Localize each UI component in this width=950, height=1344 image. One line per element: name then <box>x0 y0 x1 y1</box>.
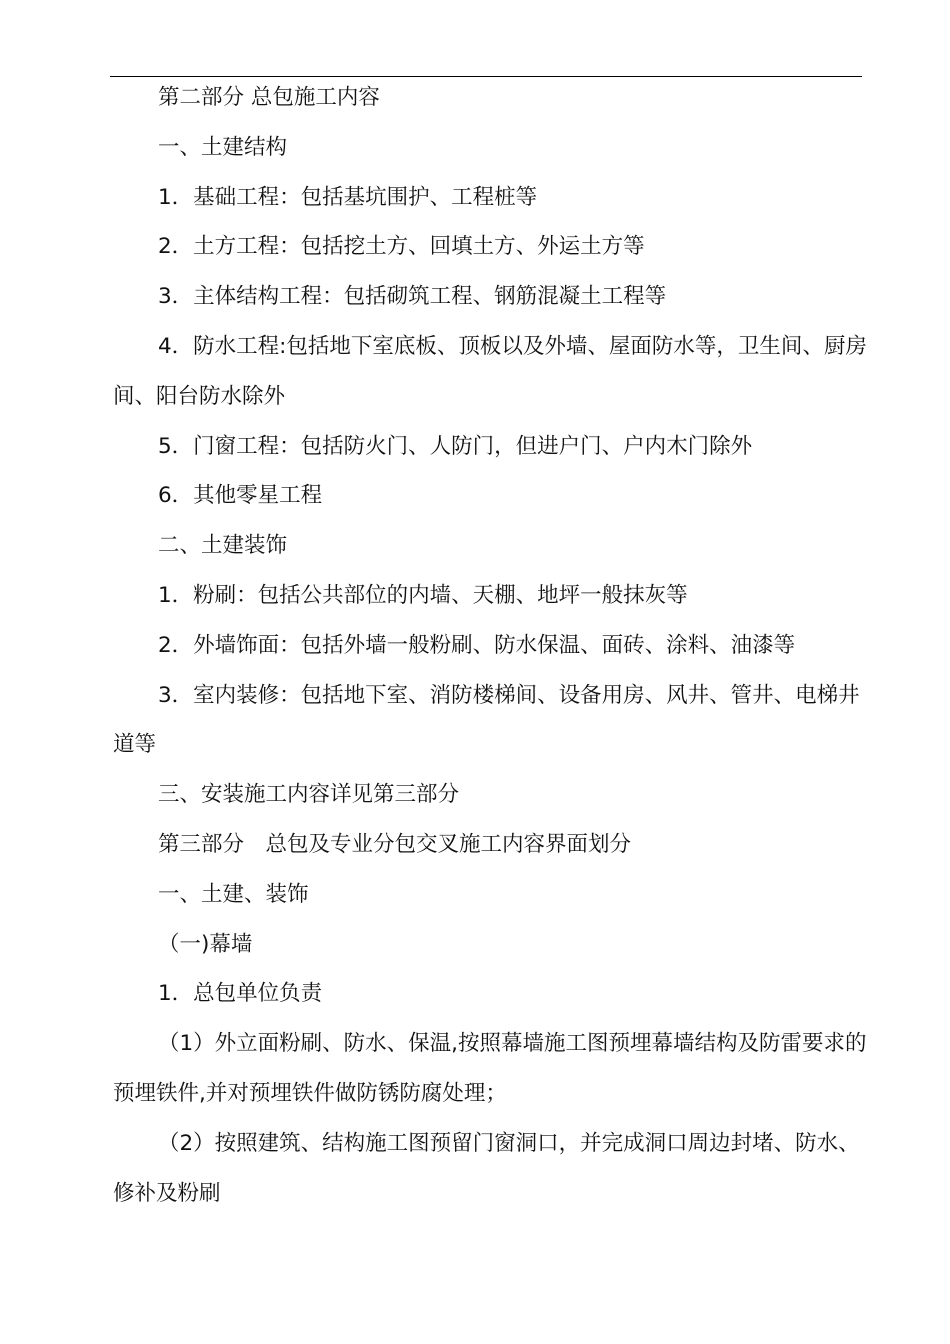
list-item: 3．室内装修：包括地下室、消防楼梯间、设备用房、风井、管井、电梯井道等 <box>113 682 860 758</box>
subsection-heading: （一)幕墙 <box>158 931 253 957</box>
list-item: 2．外墙饰面：包括外墙一般粉刷、防水保温、面砖、涂料、油漆等 <box>158 632 796 658</box>
list-item: 4．防水工程:包括地下室底板、顶板以及外墙、屋面防水等，卫生间、厨房间、阳台防水除外 <box>113 333 867 409</box>
list-item: （2）按照建筑、结构施工图预留门窗洞口，并完成洞口周边封堵、防水、修补及粉刷 <box>113 1130 860 1206</box>
section-heading: 第三部分 总包及专业分包交叉施工内容界面划分 <box>158 831 632 857</box>
document-body <box>113 73 870 1218</box>
list-item: 1．粉刷：包括公共部位的内墙、天棚、地坪一般抹灰等 <box>158 582 688 608</box>
subsection-heading: 三、安装施工内容详见第三部分 <box>158 782 460 808</box>
list-item: 5．门窗工程：包括防火门、人防门，但进户门、户内木门除外 <box>158 433 753 459</box>
list-item: 1．基础工程：包括基坑围护、工程桩等 <box>158 184 538 210</box>
list-item: 1．总包单位负责 <box>158 981 323 1007</box>
subsection-heading: 一、土建、装饰 <box>158 881 309 907</box>
list-item: 2．土方工程：包括挖土方、回填土方、外运土方等 <box>158 234 645 260</box>
list-item: 3．主体结构工程：包括砌筑工程、钢筋混凝土工程等 <box>158 284 667 310</box>
subsection-heading: 一、土建结构 <box>158 134 288 160</box>
list-item: （1）外立面粉刷、防水、保温,按照幕墙施工图预埋幕墙结构及防雷要求的预埋铁件,并对预埋铁件做防锈防腐处理； <box>113 1031 867 1106</box>
list-item: 6．其他零星工程 <box>158 483 323 509</box>
subsection-heading: 二、土建装饰 <box>158 533 288 559</box>
section-heading: 第二部分 总包施工内容 <box>158 85 380 110</box>
